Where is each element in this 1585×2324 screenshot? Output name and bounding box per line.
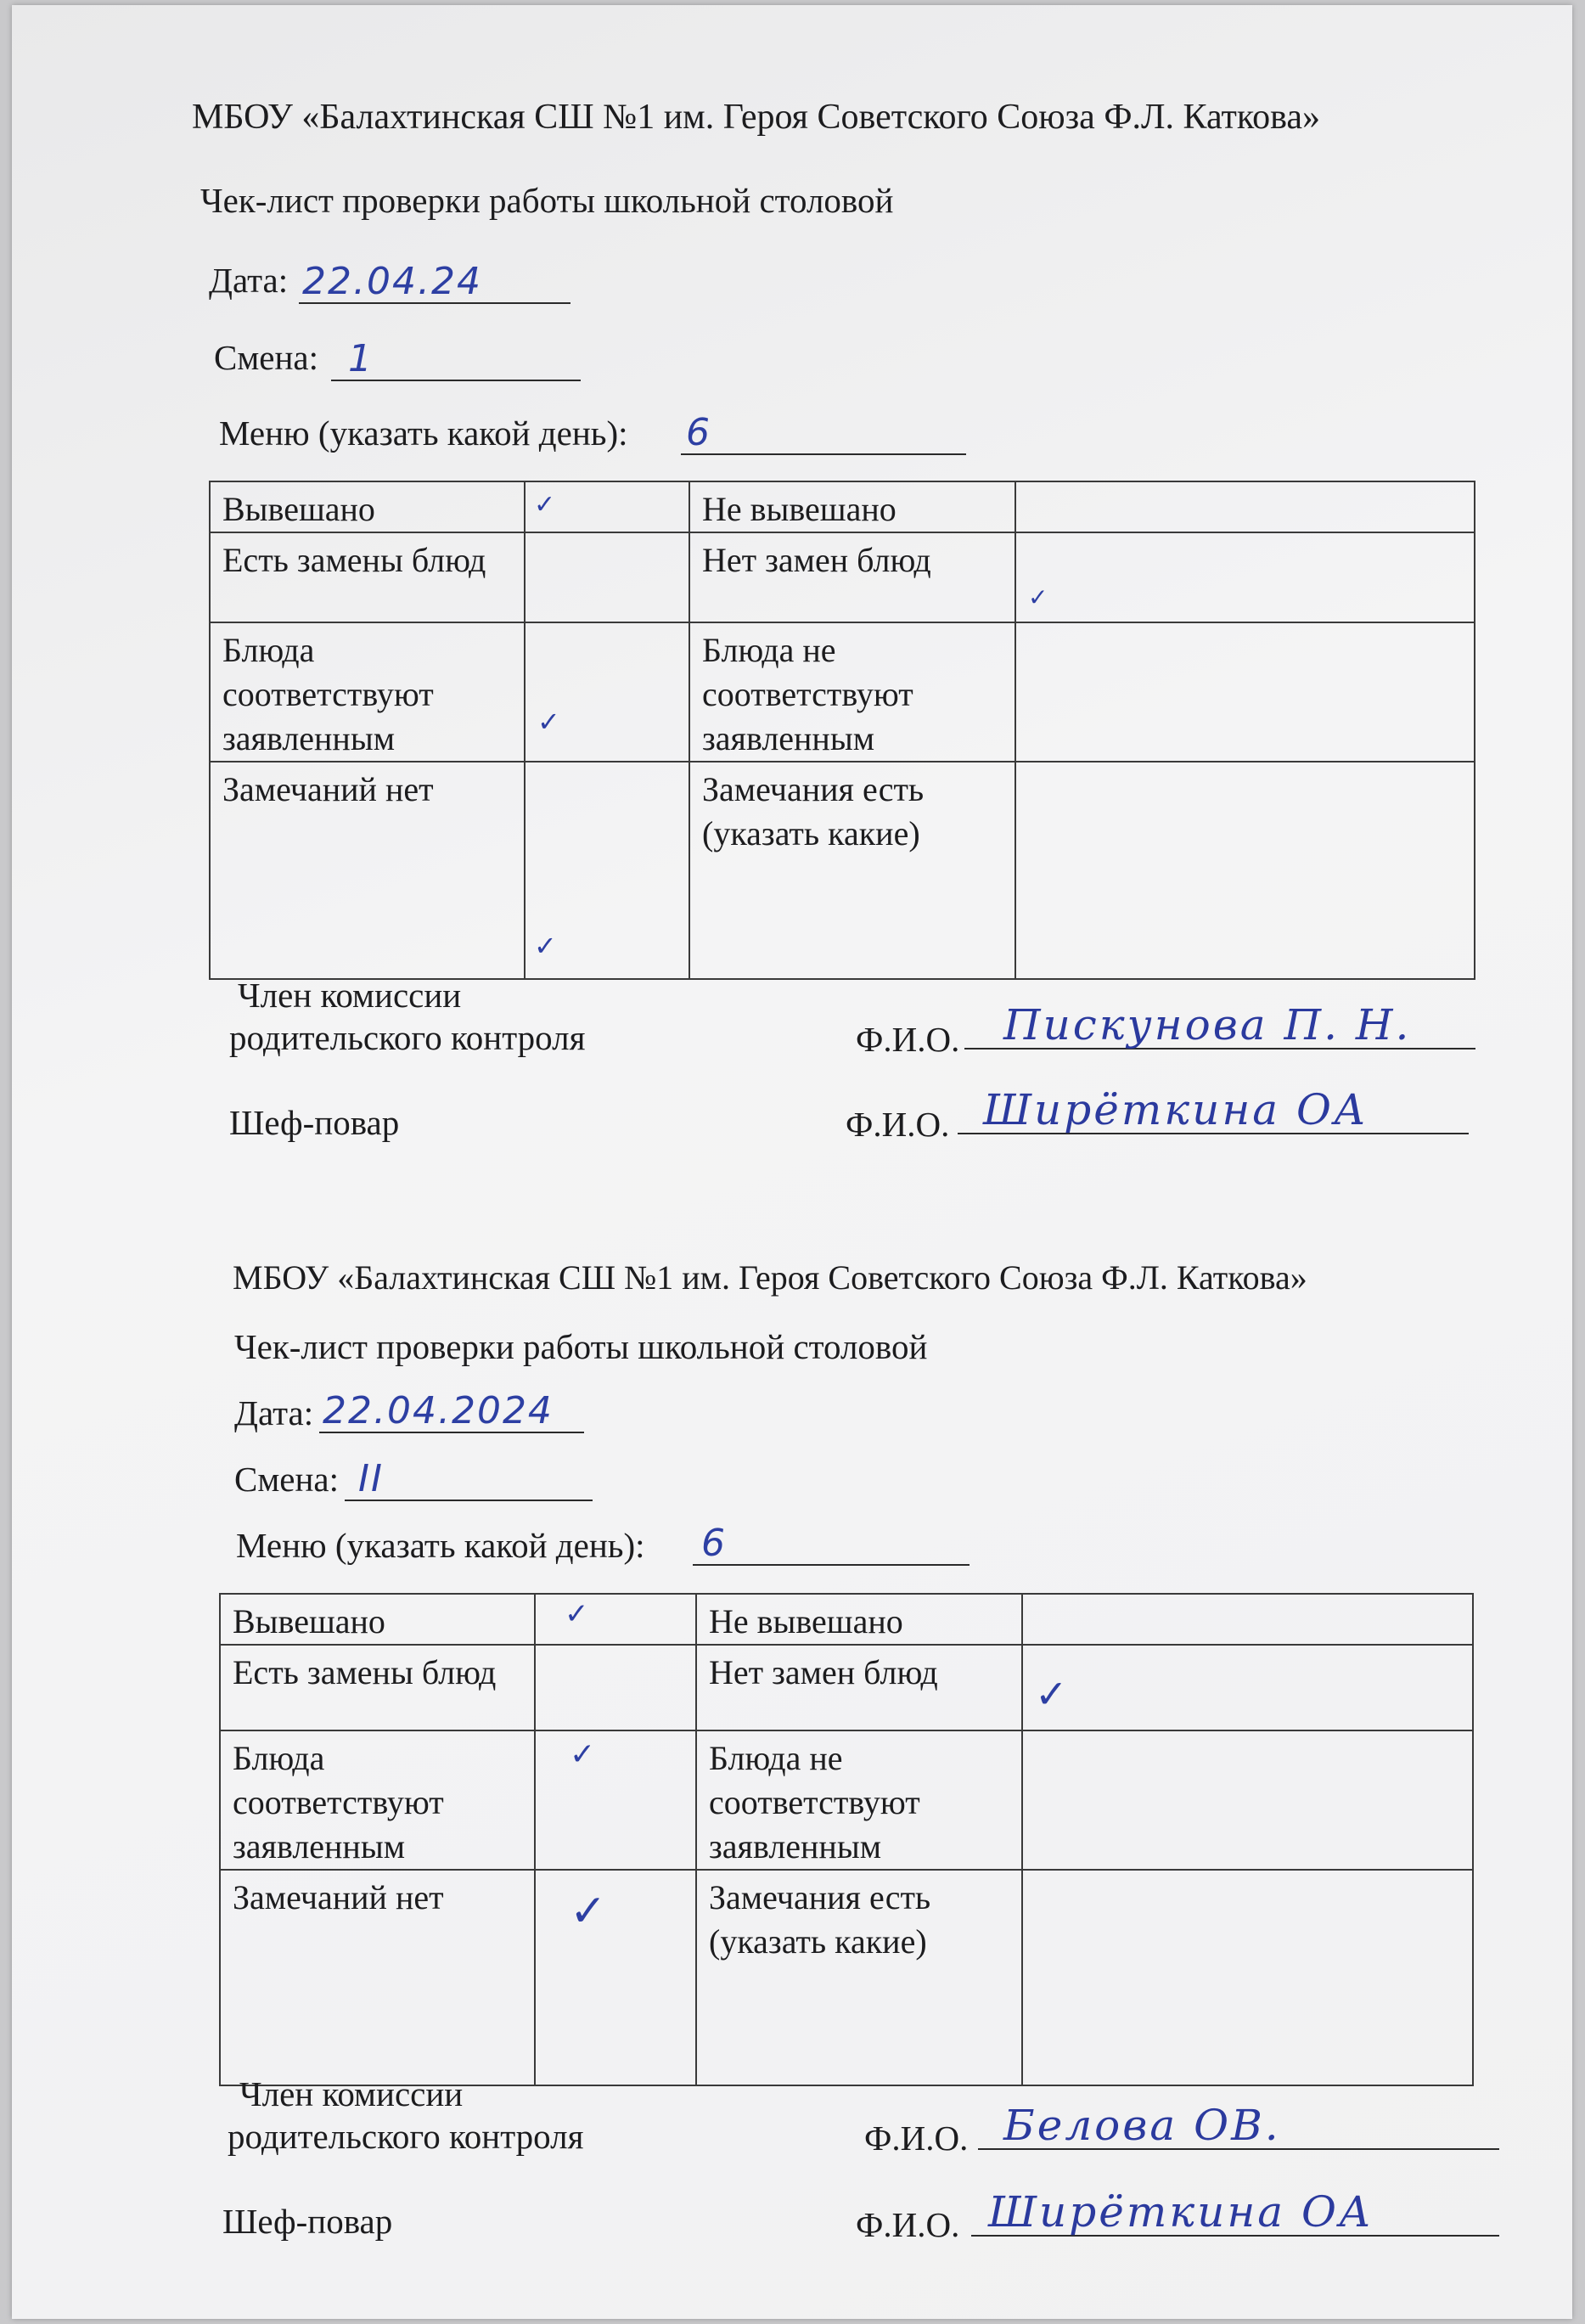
table-row — [220, 1594, 1473, 1645]
tick-cell[interactable] — [1022, 1645, 1473, 1730]
shift-value: 1 — [348, 337, 374, 380]
chef-signature: Ширёткина ОА — [983, 1085, 1369, 1134]
chef-label: Шеф-повар — [222, 2202, 393, 2241]
menu-label: Меню (указать какой день): — [219, 414, 628, 453]
cell-label: Замечания есть (указать какие) — [696, 1870, 1022, 2085]
cell-label: Есть замены блюд — [220, 1645, 535, 1730]
check-mark-icon: ✓ — [534, 930, 557, 962]
table-row — [220, 1645, 1473, 1730]
menu-day-value: 6 — [686, 411, 711, 454]
chef-signature-field[interactable] — [958, 1085, 1469, 1134]
tick-cell[interactable] — [535, 1645, 696, 1730]
cell-label: Замечания есть (указать какие) — [689, 762, 1015, 979]
tick-cell[interactable] — [1015, 532, 1475, 622]
member-signature-field[interactable] — [978, 2101, 1499, 2150]
tick-cell[interactable] — [525, 532, 689, 622]
cell-label: Нет замен блюд — [689, 532, 1015, 622]
tick-cell[interactable] — [535, 1594, 696, 1645]
member-label-line1: Член комиссии — [239, 2074, 464, 2113]
shift-field[interactable] — [331, 337, 581, 381]
checklist-table — [209, 481, 1475, 980]
member-signature: Пискунова П. Н. — [1003, 1000, 1412, 1049]
member-label-line1: Член комиссии — [238, 976, 462, 1015]
date-field[interactable] — [319, 1389, 584, 1433]
shift-field[interactable] — [345, 1457, 593, 1501]
form-title: Чек-лист проверки работы школьной столовой — [200, 181, 894, 220]
check-mark-icon: ✓ — [570, 1886, 607, 1937]
date-value: 22.04.2024 — [323, 1389, 554, 1432]
check-mark-icon: ✓ — [1028, 583, 1048, 611]
tick-cell[interactable] — [535, 1870, 696, 2085]
table-row — [210, 622, 1475, 762]
school-name: МБОУ «Балахтинская СШ №1 им. Героя Советского Союза Ф.Л. Каткова» — [192, 98, 1321, 137]
cell-label: Блюда не соответствуют заявленным — [696, 1730, 1022, 1870]
cell-label: Блюда соответствуют заявленным — [220, 1730, 535, 1870]
date-label: Дата: — [234, 1393, 314, 1432]
fio-label: Ф.И.О. — [846, 1105, 950, 1144]
cell-label: Нет замен блюд — [696, 1645, 1022, 1730]
shift-label: Смена: — [234, 1460, 340, 1499]
tick-cell[interactable] — [525, 762, 689, 979]
cell-label: Есть замены блюд — [210, 532, 525, 622]
fio-label: Ф.И.О. — [864, 2119, 969, 2158]
tick-cell[interactable] — [1022, 1730, 1473, 1870]
form-title: Чек-лист проверки работы школьной столовой — [234, 1327, 928, 1366]
tick-cell[interactable] — [1022, 1594, 1473, 1645]
tick-cell[interactable] — [525, 481, 689, 532]
menu-label: Меню (указать какой день): — [236, 1526, 645, 1565]
cell-label: Замечаний нет — [220, 1870, 535, 2085]
cell-label: Не вывешано — [696, 1594, 1022, 1645]
table-row — [210, 481, 1475, 532]
chef-signature: Ширёткина ОА — [988, 2187, 1374, 2237]
date-field[interactable] — [299, 260, 570, 304]
menu-day-value: 6 — [701, 1522, 727, 1565]
tick-cell[interactable] — [1022, 1870, 1473, 2085]
fio-label: Ф.И.О. — [856, 1020, 960, 1059]
tick-cell[interactable] — [1015, 481, 1475, 532]
tick-cell[interactable] — [1015, 762, 1475, 979]
date-label: Дата: — [209, 261, 289, 300]
check-mark-icon: ✓ — [534, 490, 556, 520]
table-row — [210, 762, 1475, 979]
check-mark-icon: ✓ — [565, 1597, 589, 1631]
cell-label: Замечаний нет — [210, 762, 525, 979]
check-mark-icon: ✓ — [570, 1737, 596, 1772]
tick-cell[interactable] — [1015, 622, 1475, 762]
chef-label: Шеф-повар — [229, 1103, 400, 1142]
tick-cell[interactable] — [525, 622, 689, 762]
tick-cell[interactable] — [535, 1730, 696, 1870]
shift-value: II — [358, 1457, 384, 1500]
table-row — [220, 1870, 1473, 2085]
check-mark-icon: ✓ — [537, 706, 560, 738]
cell-label: Блюда не соответствуют заявленным — [689, 622, 1015, 762]
menu-day-field[interactable] — [681, 411, 966, 455]
member-label-line2: родительского контроля — [228, 2117, 584, 2156]
cell-label: Не вывешано — [689, 481, 1015, 532]
table-row — [210, 532, 1475, 622]
checklist-table — [219, 1593, 1474, 2086]
table-row — [220, 1730, 1473, 1870]
shift-label: Смена: — [214, 338, 319, 377]
fio-label: Ф.И.О. — [856, 2205, 960, 2244]
cell-label: Вывешано — [220, 1594, 535, 1645]
date-value: 22.04.24 — [302, 260, 482, 303]
chef-signature-field[interactable] — [971, 2187, 1499, 2237]
check-mark-icon: ✓ — [1035, 1671, 1068, 1717]
cell-label: Вывешано — [210, 481, 525, 532]
member-signature: Белова ОВ. — [1003, 2101, 1281, 2150]
menu-day-field[interactable] — [693, 1522, 970, 1566]
member-signature-field[interactable] — [964, 1000, 1475, 1049]
cell-label: Блюда соответствуют заявленным — [210, 622, 525, 762]
member-label-line2: родительского контроля — [229, 1018, 586, 1057]
school-name: МБОУ «Балахтинская СШ №1 им. Героя Советского Союза Ф.Л. Каткова» — [233, 1258, 1307, 1297]
